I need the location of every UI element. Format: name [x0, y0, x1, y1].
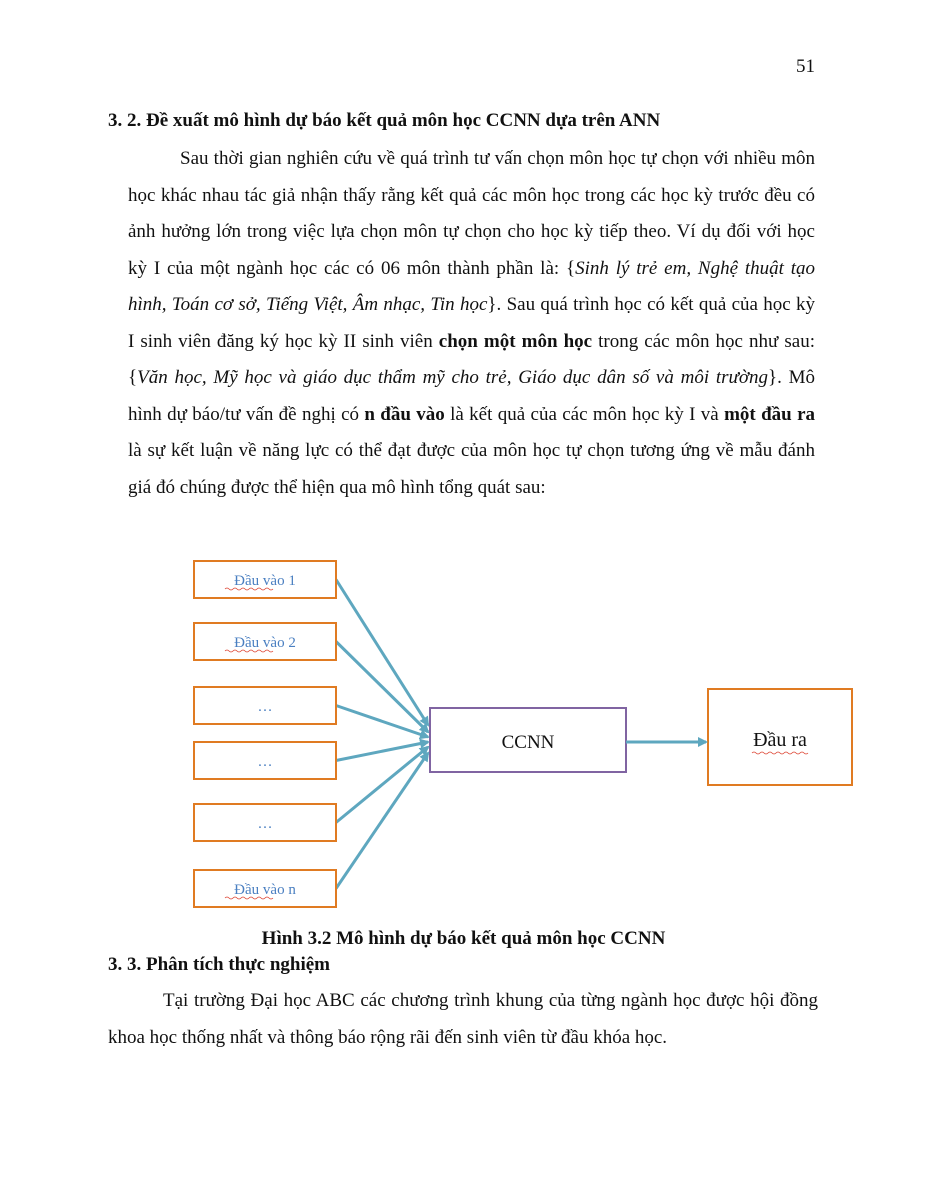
- diagram-svg: [0, 540, 927, 940]
- text-run: là sự kết luận về năng lực có thể đạt được của môn học tự chọn tương ứng về mẫu đánh giá đó chúng được thể hiện qua mô hình tổng quát sau:: [128, 440, 815, 498]
- input-node-label: Đầu vào n: [234, 882, 296, 898]
- bold-run: một đầu ra: [724, 403, 816, 425]
- text-run: trong các môn học như sau: {: [128, 330, 815, 388]
- section-3-2-paragraph: [128, 141, 815, 506]
- input-node-label: Đầu vào 1: [234, 573, 296, 589]
- input-node-label: …: [257, 699, 273, 715]
- bold-run: n đầu vào: [364, 403, 445, 425]
- italic-run: Sinh lý trẻ em, Nghệ thuật tạo hình, Toán cơ sở, Tiếng Việt, Âm nhạc, Tin học: [128, 257, 815, 315]
- text-run: }. Sau quá trình học có kết quả của học kỳ I sinh viên đăng ký học kỳ II sinh viên: [128, 294, 815, 352]
- bold-run: chọn một môn học: [438, 330, 593, 352]
- output-node-label: Đầu ra: [753, 729, 807, 751]
- text-run: là kết quả của các môn học kỳ I và: [444, 403, 725, 425]
- input-arrow: [336, 706, 428, 738]
- input-arrow: [336, 753, 428, 889]
- input-arrow: [336, 580, 428, 726]
- section-heading-3-3: 3. 3. Phân tích thực nghiệm: [108, 954, 330, 975]
- page-number: 51: [796, 56, 815, 77]
- text-run: Tại trường Đại học ABC các chương trình khung của từng ngành học được hội đồng khoa học thống nhất và thông báo rộng rãi đến sinh viên từ đầu khóa học.: [108, 990, 818, 1048]
- input-node-label: …: [257, 816, 273, 832]
- input-arrow: [336, 642, 428, 733]
- center-node-label: CCNN: [501, 732, 555, 753]
- section-3-3-paragraph: [108, 982, 818, 1056]
- figure-caption: Hình 3.2 Mô hình dự báo kết quả môn học CCNN: [261, 928, 666, 949]
- figure-model-diagram: [0, 540, 927, 940]
- input-node-label: …: [257, 754, 273, 770]
- section-heading-3-2: 3. 2. Đề xuất mô hình dự báo kết quả môn học CCNN dựa trên ANN: [108, 110, 661, 131]
- arrows-group: [336, 580, 428, 889]
- text-run: }. Mô hình dự báo/tư vấn đề nghị có: [128, 367, 815, 425]
- text-run: Sau thời gian nghiên cứu về quá trình tư vấn chọn môn học tự chọn với nhiều môn học khác nhau tác giả nhận thấy rằng kết quả các môn học trong các học kỳ trước đều có ảnh hưởng lớn trong việc lựa chọn môn tự chọn cho học kỳ tiếp theo. Ví dụ đối với học kỳ I của một ngành học các có 06 môn thành phần là: {: [128, 148, 815, 279]
- italic-run: Văn học, Mỹ học và giáo dục thẩm mỹ cho trẻ, Giáo dục dân số và môi trường: [137, 367, 768, 388]
- input-boxes-group: [194, 561, 336, 907]
- input-node-label: Đầu vào 2: [234, 635, 296, 651]
